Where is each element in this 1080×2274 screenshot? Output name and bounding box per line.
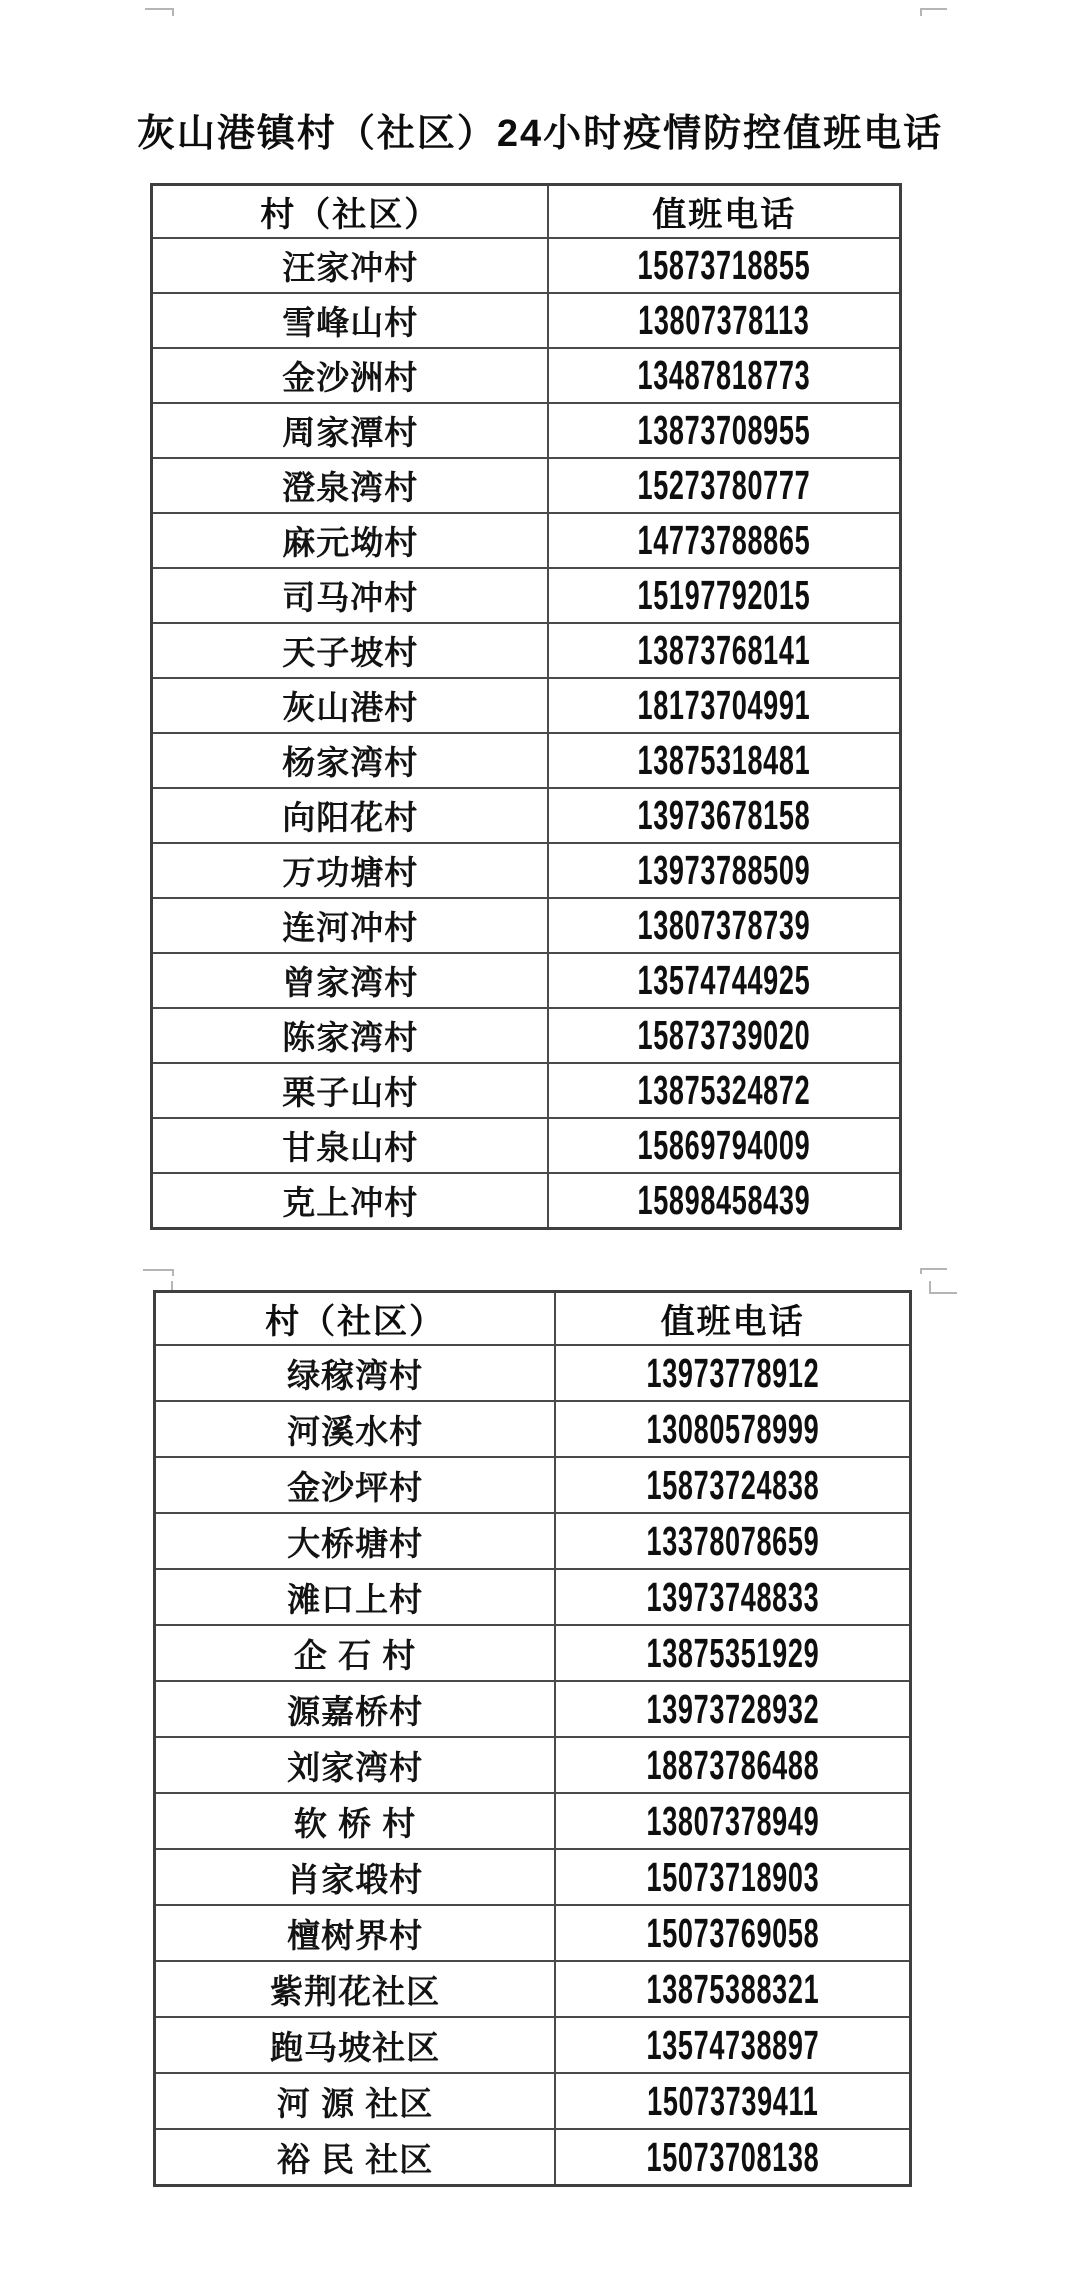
table-header-row	[152, 185, 901, 239]
table-row	[155, 1345, 911, 1401]
duty-phone-number: 15873739020	[637, 1012, 811, 1058]
table-row	[152, 1063, 901, 1118]
duty-phone-number: 13973678158	[637, 792, 811, 838]
duty-phone-number: 15073708138	[646, 2133, 819, 2180]
duty-phone-cell	[548, 568, 900, 623]
duty-phone-cell	[548, 1063, 900, 1118]
table-row	[152, 293, 901, 348]
table-header-row	[155, 1292, 911, 1346]
table-body-upper	[152, 238, 901, 1229]
duty-phone-cell	[555, 2073, 910, 2129]
table-row	[152, 568, 901, 623]
village-name-cell: 澄泉湾村	[152, 458, 549, 513]
village-name-cell: 肖家塅村	[155, 1849, 556, 1905]
table-row	[155, 1513, 911, 1569]
village-name-cell: 刘家湾村	[155, 1737, 556, 1793]
duty-phone-cell	[555, 1345, 910, 1401]
duty-phone-cell	[555, 2129, 910, 2186]
duty-phone-number: 13574744925	[637, 957, 811, 1003]
village-name-cell: 跑马坡社区	[155, 2017, 556, 2073]
village-name-cell: 陈家湾村	[152, 1008, 549, 1063]
duty-phone-cell	[555, 1457, 910, 1513]
duty-phone-number: 13574738897	[646, 2021, 819, 2068]
duty-phone-number: 13807378949	[646, 1797, 819, 1844]
village-name-cell: 司马冲村	[152, 568, 549, 623]
village-name-cell: 企 石 村	[155, 1625, 556, 1681]
village-name-cell: 杨家湾村	[152, 733, 549, 788]
duty-phone-number: 13807378739	[637, 902, 811, 948]
duty-phone-cell	[555, 2017, 910, 2073]
village-name-cell: 河溪水村	[155, 1401, 556, 1457]
table-row	[155, 1625, 911, 1681]
page-title: 灰山港镇村（社区）24小时疫情防控值班电话	[136, 113, 944, 155]
table-row	[152, 513, 901, 568]
duty-phone-table-lower	[153, 1290, 912, 2187]
village-name-cell: 绿稼湾村	[155, 1345, 556, 1401]
village-column-header: 村（社区）	[152, 185, 549, 239]
duty-phone-cell	[555, 1737, 910, 1793]
duty-phone-cell	[555, 1513, 910, 1569]
duty-phone-cell	[548, 403, 900, 458]
duty-phone-number: 15869794009	[637, 1122, 811, 1168]
duty-phone-cell	[548, 843, 900, 898]
table-row	[152, 403, 901, 458]
table-row	[152, 953, 901, 1008]
table-row	[155, 2073, 911, 2129]
village-name-cell: 裕 民 社区	[155, 2129, 556, 2186]
duty-phone-cell	[548, 458, 900, 513]
duty-phone-cell	[555, 1625, 910, 1681]
duty-phone-number: 15197792015	[637, 572, 811, 618]
table-row	[155, 1457, 911, 1513]
table-row	[152, 1118, 901, 1173]
duty-phone-cell	[548, 513, 900, 568]
table-row	[152, 733, 901, 788]
duty-phone-number: 13807378113	[638, 297, 810, 343]
duty-phone-number: 13378078659	[646, 1517, 819, 1564]
duty-phone-cell	[548, 348, 900, 403]
village-name-cell: 连河冲村	[152, 898, 549, 953]
duty-phone-number: 13873708955	[637, 407, 811, 453]
village-name-cell: 天子坡村	[152, 623, 549, 678]
duty-phone-number: 15073769058	[646, 1909, 819, 1956]
village-name-cell: 金沙坪村	[155, 1457, 556, 1513]
table-row	[152, 788, 901, 843]
duty-phone-table-upper	[150, 183, 902, 1230]
duty-phone-number: 13973728932	[646, 1685, 819, 1732]
village-name-cell: 滩口上村	[155, 1569, 556, 1625]
village-name-cell: 甘泉山村	[152, 1118, 549, 1173]
table-row	[155, 1961, 911, 2017]
duty-phone-cell	[548, 1173, 900, 1229]
duty-phone-cell	[548, 623, 900, 678]
phone-column-header: 值班电话	[548, 185, 900, 239]
crop-mark-top-left	[145, 8, 174, 16]
duty-phone-cell	[555, 1793, 910, 1849]
village-name-cell: 克上冲村	[152, 1173, 549, 1229]
duty-phone-number: 15273780777	[637, 462, 811, 508]
duty-phone-cell	[548, 238, 900, 293]
duty-phone-number: 13873768141	[637, 627, 811, 673]
duty-phone-cell	[548, 898, 900, 953]
duty-phone-number: 14773788865	[637, 517, 811, 563]
table-row	[155, 1793, 911, 1849]
duty-phone-number: 18173704991	[637, 682, 811, 728]
duty-phone-number: 13487818773	[637, 352, 811, 398]
crop-mark-mid-left	[143, 1269, 174, 1276]
duty-phone-cell	[548, 788, 900, 843]
village-name-cell: 曾家湾村	[152, 953, 549, 1008]
village-column-header: 村（社区）	[155, 1292, 556, 1346]
duty-phone-cell	[548, 1008, 900, 1063]
duty-phone-cell	[555, 1849, 910, 1905]
village-name-cell: 紫荆花社区	[155, 1961, 556, 2017]
duty-phone-cell	[555, 1681, 910, 1737]
duty-phone-number: 15873724838	[646, 1461, 819, 1508]
duty-phone-cell	[555, 1569, 910, 1625]
village-name-cell: 软 桥 村	[155, 1793, 556, 1849]
table-row	[152, 623, 901, 678]
village-name-cell: 雪峰山村	[152, 293, 549, 348]
table-row	[155, 1905, 911, 1961]
duty-phone-number: 15073718903	[646, 1853, 819, 1900]
duty-phone-cell	[548, 733, 900, 788]
table-row	[152, 1173, 901, 1229]
duty-phone-cell	[548, 678, 900, 733]
table-row	[155, 2017, 911, 2073]
duty-phone-cell	[555, 1905, 910, 1961]
village-name-cell: 周家潭村	[152, 403, 549, 458]
village-name-cell: 金沙洲村	[152, 348, 549, 403]
duty-phone-number: 13973748833	[646, 1573, 819, 1620]
village-name-cell: 麻元坳村	[152, 513, 549, 568]
duty-phone-cell	[555, 1961, 910, 2017]
table-body-lower	[155, 1345, 911, 2186]
table-row	[155, 1681, 911, 1737]
table-row	[155, 1737, 911, 1793]
duty-phone-cell	[548, 1118, 900, 1173]
table-row	[152, 348, 901, 403]
duty-phone-cell	[548, 293, 900, 348]
village-name-cell: 汪家冲村	[152, 238, 549, 293]
table-row	[155, 2129, 911, 2186]
duty-phone-number: 13080578999	[646, 1405, 819, 1452]
crop-mark-mid-right	[920, 1268, 947, 1274]
table-row	[155, 1569, 911, 1625]
village-name-cell: 灰山港村	[152, 678, 549, 733]
duty-phone-number: 15898458439	[637, 1177, 811, 1223]
crop-mark-top-right	[920, 8, 947, 16]
table-row	[152, 898, 901, 953]
phone-column-header: 值班电话	[555, 1292, 910, 1346]
duty-phone-number: 18873786488	[646, 1741, 819, 1788]
duty-phone-cell	[555, 1401, 910, 1457]
table-row	[155, 1401, 911, 1457]
table-row	[152, 458, 901, 513]
duty-phone-number: 15873718855	[637, 242, 811, 288]
village-name-cell: 向阳花村	[152, 788, 549, 843]
table-row	[152, 843, 901, 898]
duty-phone-number: 13875324872	[637, 1067, 811, 1113]
duty-phone-number: 13875388321	[646, 1965, 819, 2012]
table-row	[152, 678, 901, 733]
table-row	[152, 238, 901, 293]
village-name-cell: 大桥塘村	[155, 1513, 556, 1569]
table-row	[155, 1849, 911, 1905]
duty-phone-number: 15073739411	[646, 2077, 819, 2124]
duty-phone-number: 13973778912	[646, 1349, 819, 1396]
duty-phone-number: 13875351929	[646, 1629, 819, 1676]
village-name-cell: 河 源 社区	[155, 2073, 556, 2129]
crop-mark-mid-right-tick	[929, 1281, 957, 1294]
village-name-cell: 栗子山村	[152, 1063, 549, 1118]
village-name-cell: 源嘉桥村	[155, 1681, 556, 1737]
table-row	[152, 1008, 901, 1063]
duty-phone-number: 13875318481	[637, 737, 811, 783]
village-name-cell: 檀树界村	[155, 1905, 556, 1961]
duty-phone-cell	[548, 953, 900, 1008]
village-name-cell: 万功塘村	[152, 843, 549, 898]
duty-phone-number: 13973788509	[637, 847, 811, 893]
